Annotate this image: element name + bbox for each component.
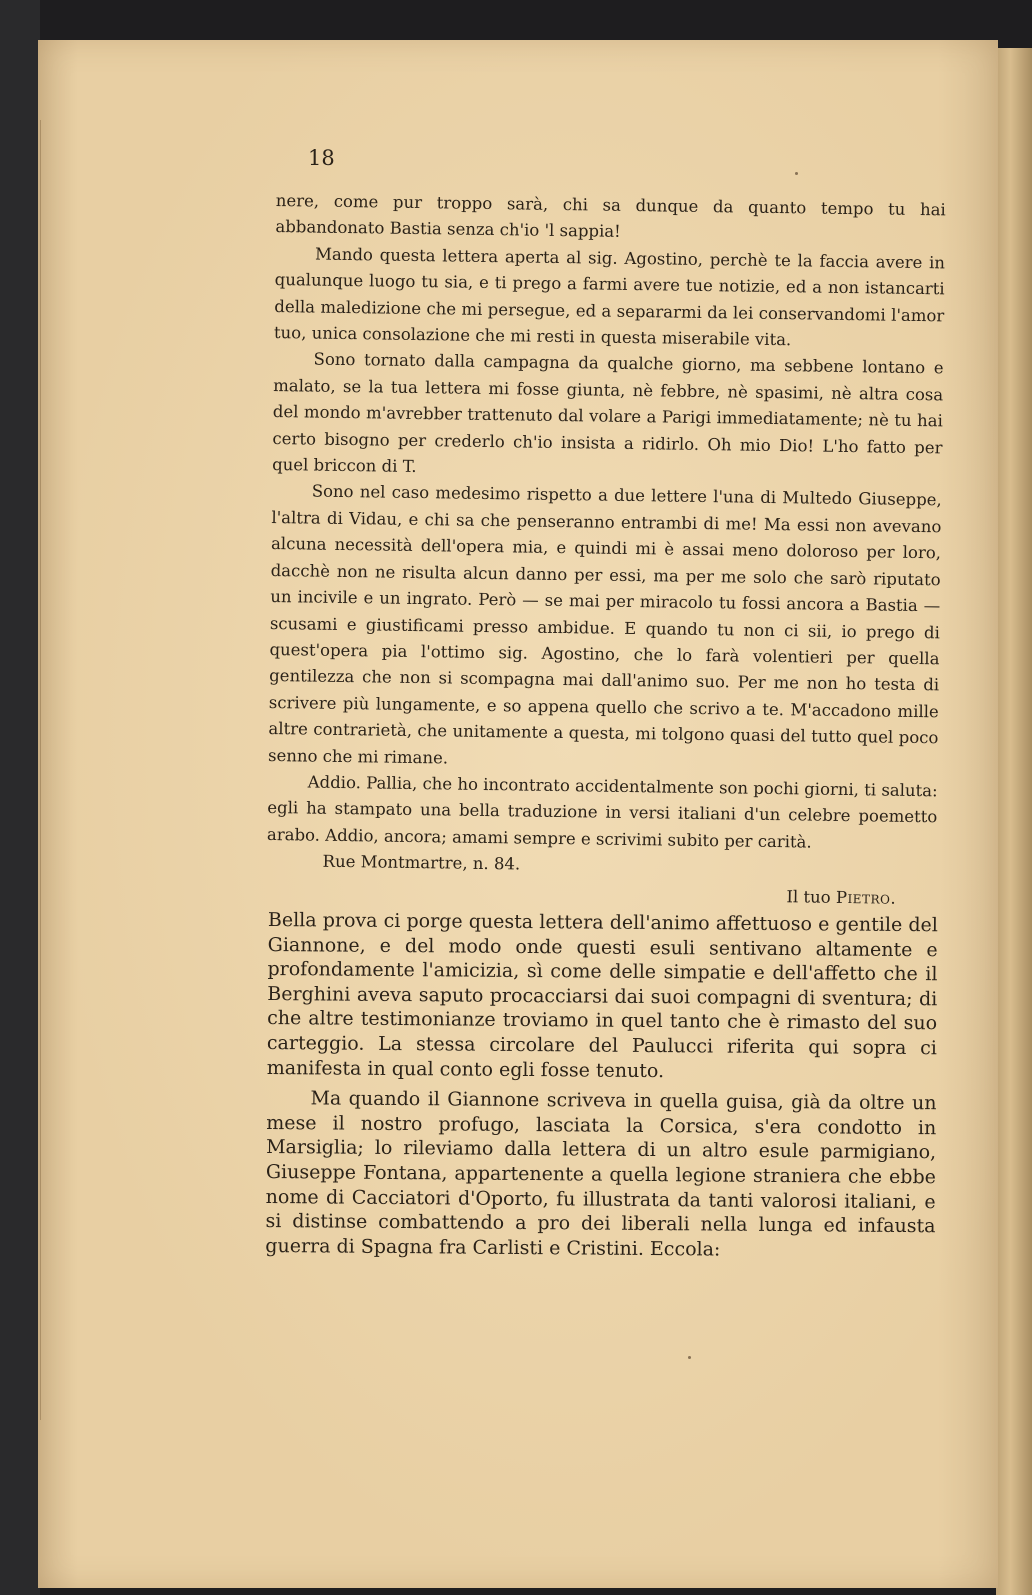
- letter-paragraph: Addio. Pallia, che ho incontrato accidentalmente son pochi giorni, ti saluta: egli ha stampato una bella traduzione in versi italiani d'un celebre poemetto arabo. Addio, ancora; amami sempre e scrivimi subito per carità.: [266, 772, 938, 852]
- signature-name: Pietro.: [835, 887, 897, 908]
- letter-paragraph: Mando questa lettera aperta al sig. Agostino, perchè te la faccia avere in qualunque luogo tu sia, e ti prego a farmi avere tue notizie, ed a non istancarti della maledizione che mi persegue, ed a separarmi da lei conservandomi l'amor tuo, unica consolazione che mi resti in questa miserabile vita.: [273, 244, 946, 350]
- paper-speck: [688, 1356, 691, 1359]
- signature-prefix: Il tuo: [786, 886, 831, 907]
- letter-address: Rue Montmartre, n. 84.: [322, 851, 521, 874]
- letter-paragraph: nere, come pur troppo sarà, chi sa dunque da quanto tempo tu hai abbandonato Bastia senza ch'io 'l sappia!: [275, 190, 946, 242]
- body-paragraph: Bella prova ci porge questa lettera dell'animo affettuoso e gentile del Giannone, e del modo onde questi esuli sentivano altamente e profondamente l'amicizia, sì come delle simpatie e dell'affetto che il Berghini aveva saputo procacciarsi dai suoi compagni di sventura; di che altre testimonianze troviamo in quel tanto che è rimasto del suo carteggio. La stessa circolare del Paulucci riferita qui sopra ci manifesta in qual conto egli fosse tenuto.: [266, 908, 938, 1082]
- next-page-edge: [996, 48, 1032, 1595]
- page-number: 18: [308, 146, 335, 170]
- letter-paragraph: Sono tornato dalla campagna da qualche giorno, ma sebbene lontano e malato, se la tua lettera mi fosse giunta, nè febbre, nè spasimi, nè altra cosa del mondo m'avrebber trattenuto dal volare a Parigi immediatamente; nè tu hai certo bisogno per crederlo ch'io insista a ridirlo. Oh mio Dio! L'ho fatto per quel briccon di T.: [272, 349, 944, 477]
- page-fold-line: [40, 120, 53, 1420]
- paper-speck: [795, 172, 798, 175]
- letter-paragraph: Sono nel caso medesimo rispetto a due lettere l'una di Multedo Giuseppe, l'altra di Vidau, e chi sa che penseranno entrambi di me! Ma essi non avevano alcuna necessità dell'opera mia, e quindi mi è assai meno doloroso per loro, dacchè non ne risulta alcun danno per essi, ma per me solo che sarò riputato un incivile e un ingrato. Però — se mai per miracolo tu fossi ancora a Bastia — scusami e giustificami presso ambidue. E quando tu non ci sii, io prego di quest'opera pia l'ottimo sig. Agostino, che lo farà volentieri per quella gentilezza che non si scompagna mai dall'animo suo. Per me non ho testa di scrivere più lungamente, e so appena quello che scrivo a te. M'accadono mille altre contrarietà, che unitamente a questa, mi tolgono quasi del tutto quel poco senno che mi rimane.: [267, 481, 942, 767]
- body-paragraph: Ma quando il Giannone scriveva in quella guisa, già da oltre un mese il nostro profugo, lasciata la Corsica, s'era condotto in Marsiglia; lo rileviamo dalla lettera di un altro esule parmigiano, Giuseppe Fontana, appartenente a quella legione straniera che ebbe nome di Cacciatori d'Oporto, fu illustrata da tanti valorosi italiani, e si distinse combattendo a pro dei liberali nella lunga ed infausta guerra di Spagna fra Carlisti e Cristini. Eccola:: [265, 1087, 937, 1261]
- book-spine-shadow: [0, 0, 40, 1595]
- body-text: [265, 908, 938, 1270]
- quoted-letter: [266, 188, 946, 912]
